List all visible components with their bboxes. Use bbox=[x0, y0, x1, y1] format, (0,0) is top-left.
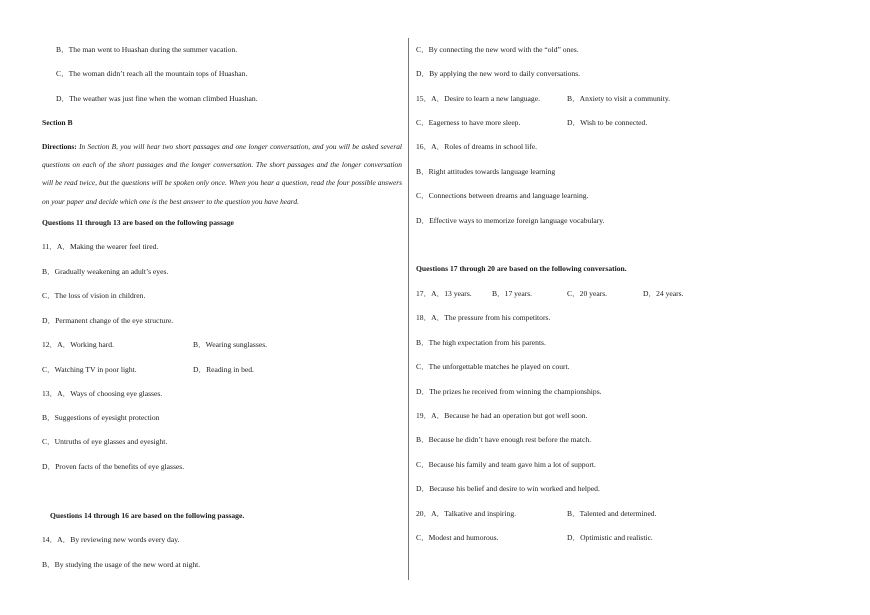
q12-option-c: C．Watching TV in poor light. bbox=[42, 365, 137, 374]
q19-option-b: B．Because he didn’t have enough rest before the match. bbox=[416, 435, 592, 444]
column-divider bbox=[408, 38, 409, 580]
q11-option-b: B．Gradually weakening an adult’s eyes. bbox=[42, 267, 169, 276]
q17-option-c: C．20 years. bbox=[567, 289, 608, 298]
q16-option-b: B．Right attitudes towards language learning bbox=[416, 167, 556, 176]
directions-label: Directions: bbox=[42, 142, 77, 151]
q18-option-d: D．The prizes he received from winning the championships. bbox=[416, 387, 602, 396]
q12-option-d: D．Reading in bed. bbox=[193, 365, 254, 374]
q18-option-a: 18．A．The pressure from his competitors. bbox=[416, 313, 551, 322]
q12-option-b: B．Wearing sunglasses. bbox=[193, 340, 268, 349]
heading-questions-17-20: Questions 17 through 20 are based on the following conversation. bbox=[416, 264, 627, 273]
q14-option-b: B．By studying the usage of the new word at night. bbox=[42, 560, 201, 569]
q17-option-b: B．17 years. bbox=[492, 289, 533, 298]
q11-option-d: D．Permanent change of the eye structure. bbox=[42, 316, 174, 325]
q15-option-c: C．Eagerness to have more sleep. bbox=[416, 118, 521, 127]
directions-text: In Section B, you will hear two short passages and one longer conversation, and you will be asked several questions on each of the short passages and the longer conversation. The short passages and the longer conversation will be read twice, but the questions will be spoken only once. When you hear a question, read the four possible answers on your paper and decide which one is the best answer to the question you have heard. bbox=[42, 142, 402, 206]
q16-option-d: D．Effective ways to memorize foreign language vocabulary. bbox=[416, 216, 605, 225]
section-b-title: Section B bbox=[42, 118, 73, 127]
q10-option-d: D．The weather was just fine when the woman climbed Huashan. bbox=[56, 94, 258, 103]
q16-option-c: C．Connections between dreams and language learning. bbox=[416, 191, 589, 200]
q15-option-b: B．Anxiety to visit a community. bbox=[567, 94, 671, 103]
q11-option-c: C．The loss of vision in children. bbox=[42, 291, 146, 300]
q19-option-a: 19．A．Because he had an operation but got well soon. bbox=[416, 411, 588, 420]
q13-option-b: B．Suggestions of eyesight protection bbox=[42, 413, 160, 422]
directions-paragraph bbox=[42, 138, 402, 211]
q13-option-d: D．Proven facts of the benefits of eye glasses. bbox=[42, 462, 185, 471]
q17-option-d: D．24 years. bbox=[643, 289, 684, 298]
q18-option-b: B．The high expectation from his parents. bbox=[416, 338, 546, 347]
q16-option-a: 16．A．Roles of dreams in school life. bbox=[416, 142, 538, 151]
q20-option-b: B．Talented and determined. bbox=[567, 509, 657, 518]
q19-option-d: D．Because his belief and desire to win worked and helped. bbox=[416, 484, 600, 493]
q15-option-d: D．Wish to be connected. bbox=[567, 118, 648, 127]
q20-option-d: D．Optimistic and realistic. bbox=[567, 533, 653, 542]
q14-option-c: C．By connecting the new word with the “old” ones. bbox=[416, 45, 579, 54]
q17-option-a: 17．A．13 years. bbox=[416, 289, 472, 298]
q12-option-a: 12．A．Working hard. bbox=[42, 340, 114, 349]
q20-option-c: C．Modest and humorous. bbox=[416, 533, 499, 542]
q20-option-a: 20．A．Talkative and inspiring. bbox=[416, 509, 517, 518]
q13-option-c: C．Untruths of eye glasses and eyesight. bbox=[42, 437, 168, 446]
q14-option-a: 14．A．By reviewing new words every day. bbox=[42, 535, 180, 544]
q11-option-a: 11．A．Making the wearer feel tired. bbox=[42, 242, 159, 251]
q19-option-c: C．Because his family and team gave him a lot of support. bbox=[416, 460, 596, 469]
heading-questions-11-13: Questions 11 through 13 are based on the following passage bbox=[42, 218, 234, 227]
q10-option-c: C．The woman didn’t reach all the mountain tops of Huashan. bbox=[56, 69, 248, 78]
q14-option-d: D．By applying the new word to daily conversations. bbox=[416, 69, 581, 78]
q13-option-a: 13．A．Ways of choosing eye glasses. bbox=[42, 389, 163, 398]
q15-option-a: 15．A．Desire to learn a new language. bbox=[416, 94, 540, 103]
q18-option-c: C．The unforgettable matches he played on court. bbox=[416, 362, 570, 371]
heading-questions-14-16: Questions 14 through 16 are based on the following passage. bbox=[50, 511, 245, 520]
q10-option-b: B．The man went to Huashan during the summer vacation. bbox=[56, 45, 238, 54]
right-column bbox=[412, 0, 870, 615]
left-column bbox=[0, 0, 408, 615]
